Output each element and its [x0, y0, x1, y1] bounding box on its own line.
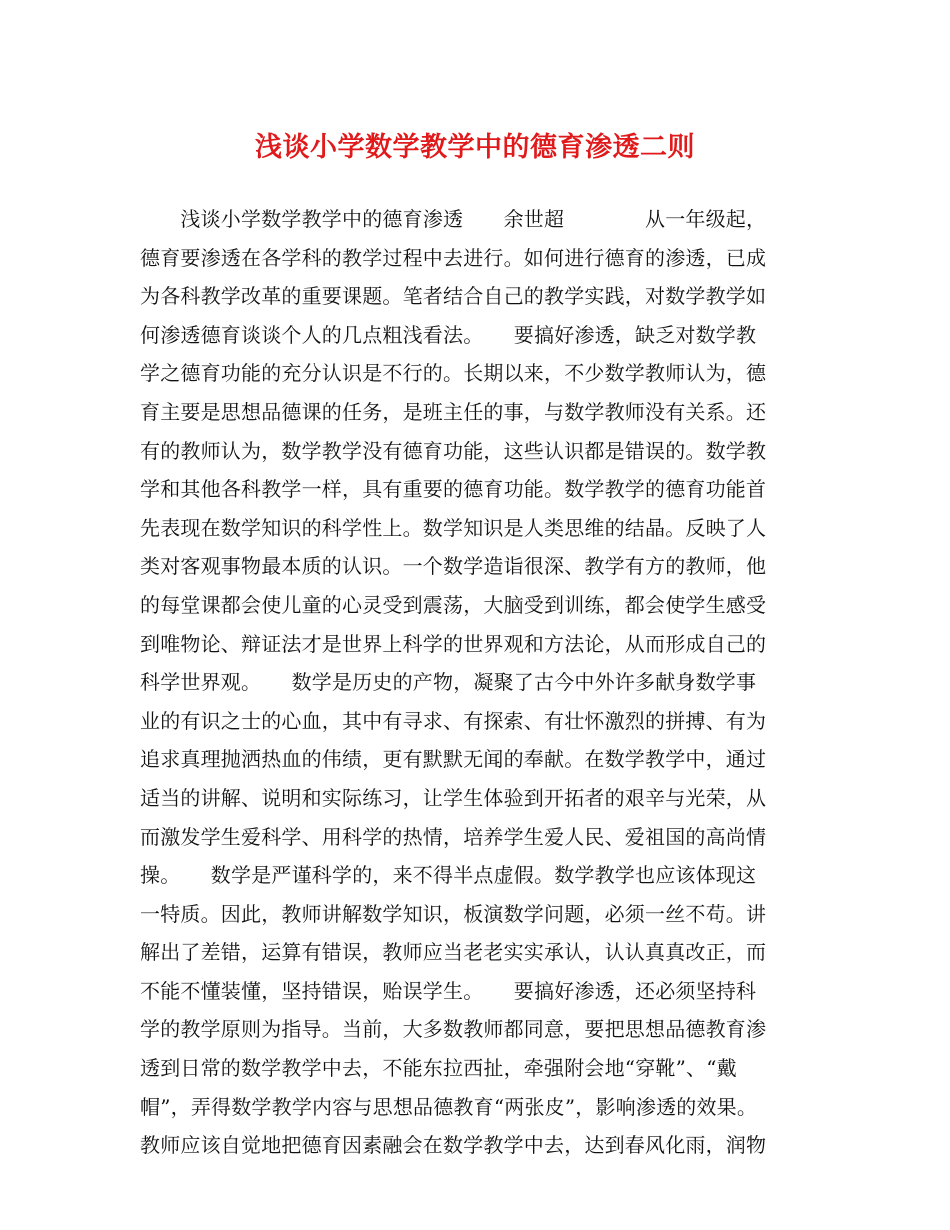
body-line: 学和其他各科教学一样，具有重要的德育功能。数学教学的德育功能首 — [140, 477, 767, 502]
body-line: 透到日常的数学教学中去，不能东拉西扯，牵强附会地“穿靴”、“戴 — [140, 1056, 737, 1081]
body-line: 一特质。因此，教师讲解数学知识，板演数学问题，必须一丝不苟。讲 — [140, 901, 767, 926]
body-line: 有的教师认为，数学教学没有德育功能，这些认识都是错误的。数学教 — [140, 438, 767, 463]
body-line: 德育要渗透在各学科的教学过程中去进行。如何进行德育的渗透，已成 — [140, 245, 767, 270]
body-line: 育主要是思想品德课的任务，是班主任的事，与数学教师没有关系。还 — [140, 399, 767, 424]
body-line: 先表现在数学知识的科学性上。数学知识是人类思维的结晶。反映了人 — [140, 515, 767, 540]
body-line: 教师应该自觉地把德育因素融会在数学教学中去，达到春风化雨，润物 — [140, 1133, 767, 1158]
body-line: 学之德育功能的充分认识是不行的。长期以来，不少数学教师认为，德 — [140, 361, 767, 386]
body-line: 业的有识之士的心血，其中有寻求、有探索、有壮怀激烈的拼搏、有为 — [140, 708, 767, 733]
body-line: 的每堂课都会使儿童的心灵受到震荡，大脑受到训练，都会使学生感受 — [140, 592, 767, 617]
body-line: 而激发学生爱科学、用科学的热情，培养学生爱人民、爱祖国的高尚情 — [140, 824, 767, 849]
body-line: 操。 数学是严谨科学的，来不得半点虚假。数学教学也应该体现这 — [140, 863, 757, 888]
body-line: 何渗透德育谈谈个人的几点粗浅看法。 要搞好渗透，缺乏对数学教 — [140, 322, 757, 347]
body-line: 解出了差错，运算有错误，教师应当老老实实承认，认认真真改正，而 — [140, 940, 767, 965]
body-line: 科学世界观。 数学是历史的产物，凝聚了古今中外许多献身数学事 — [140, 670, 757, 695]
body-line: 不能不懂装懂，坚持错误，贻误学生。 要搞好渗透，还必须坚持科 — [140, 978, 757, 1003]
body-line: 到唯物论、辩证法才是世界上科学的世界观和方法论，从而形成自己的 — [140, 631, 767, 656]
body-line: 浅谈小学数学教学中的德育渗透 余世超 从一年级起， — [140, 207, 767, 231]
body-line: 适当的讲解、说明和实际练习，让学生体验到开拓者的艰辛与光荣，从 — [140, 785, 767, 810]
document-title: 浅谈小学数学教学中的德育渗透二则 — [255, 132, 695, 163]
document-body — [140, 200, 830, 1165]
body-line: 帽”，弄得数学教学内容与思想品德教育“两张皮”，影响渗透的效果。 — [140, 1094, 758, 1119]
body-line: 为各科教学改革的重要课题。笔者结合自己的教学实践，对数学教学如 — [140, 284, 767, 309]
body-line: 类对客观事物最本质的认识。一个数学造诣很深、教学有方的教师，他 — [140, 554, 767, 579]
body-line: 学的教学原则为指导。当前，大多数教师都同意，要把思想品德教育渗 — [140, 1017, 767, 1042]
body-line: 追求真理抛洒热血的伟绩，更有默默无闻的奉献。在数学教学中，通过 — [140, 747, 767, 772]
